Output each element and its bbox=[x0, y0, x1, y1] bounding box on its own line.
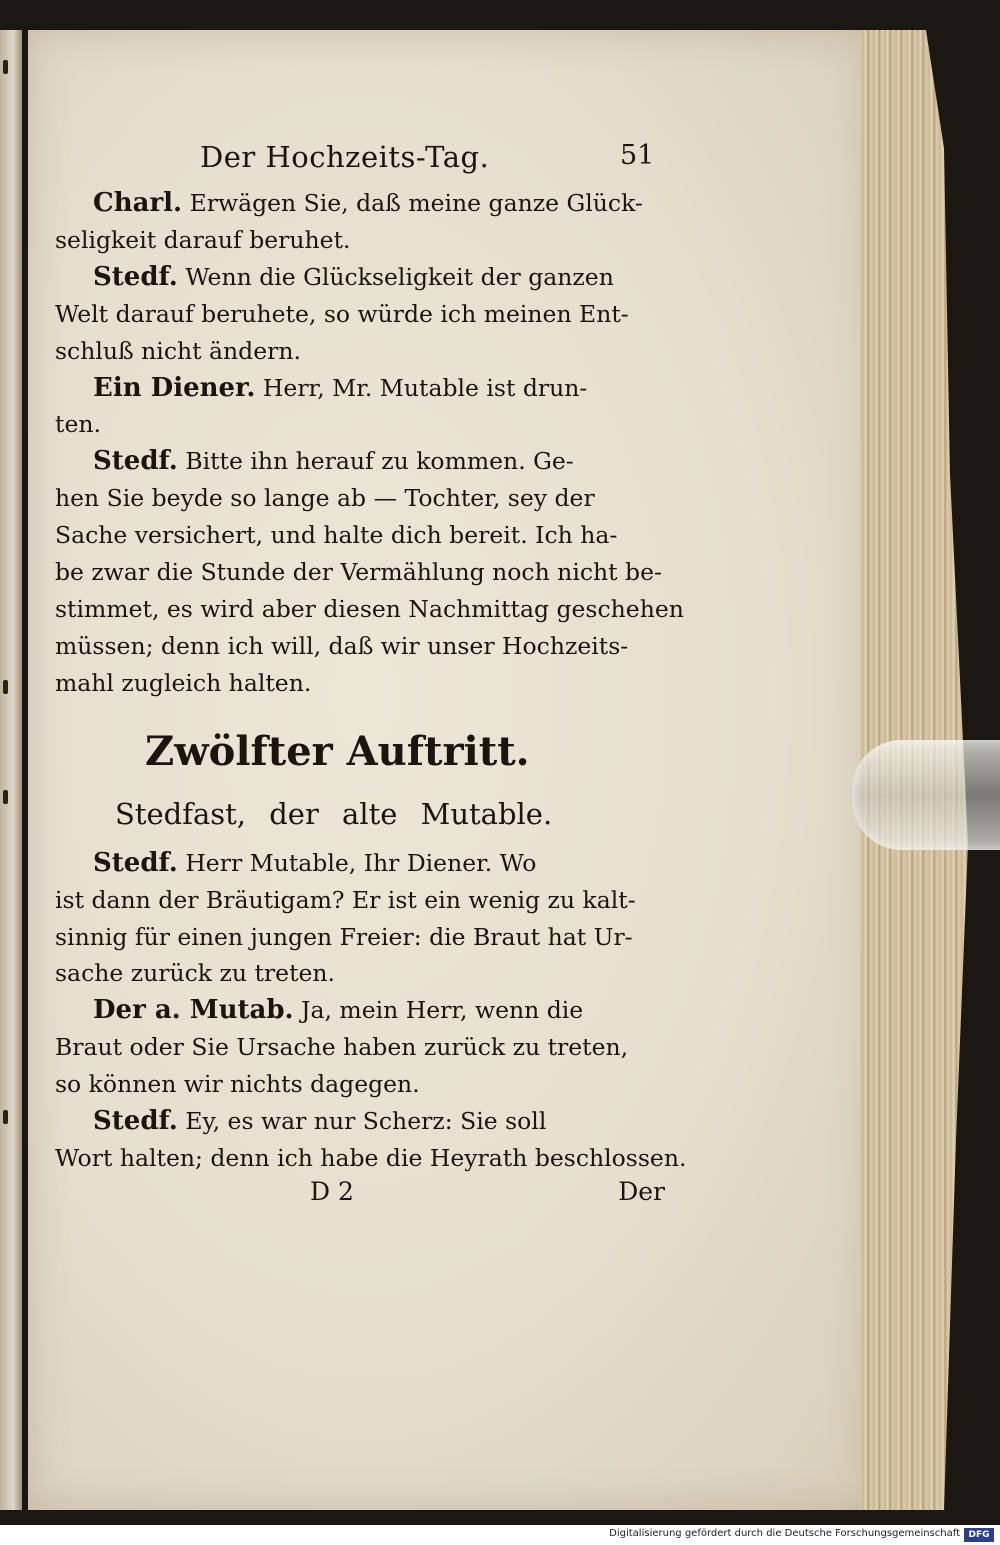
footer-credit: Digitalisierung gefördert durch die Deutsche Forschungsgemeinschaft bbox=[609, 1528, 960, 1539]
previous-page-edge bbox=[0, 30, 22, 1510]
page-number: 51 bbox=[620, 140, 655, 171]
line-text: Welt darauf beruhete, so würde ich meinen Ent- bbox=[55, 299, 629, 328]
dfg-logo: DFG bbox=[964, 1528, 994, 1542]
edge-mark bbox=[3, 1110, 8, 1124]
line-text: be zwar die Stunde der Vermählung noch nicht be- bbox=[55, 558, 662, 587]
page-text bbox=[55, 130, 687, 1214]
text-line bbox=[55, 406, 665, 443]
line-text: ten. bbox=[55, 410, 101, 439]
line-text: schluß nicht ändern. bbox=[55, 336, 301, 365]
line-text: sinnig für einen jungen Freier: die Braut hat Ur- bbox=[55, 922, 633, 951]
text-line bbox=[55, 185, 665, 222]
text-line bbox=[55, 1066, 665, 1103]
line-text: hen Sie beyde so lange ab — Tochter, sey der bbox=[55, 484, 595, 513]
text-line bbox=[55, 992, 665, 1029]
edge-mark bbox=[3, 60, 8, 74]
text-line bbox=[55, 259, 665, 296]
line-text: Wort halten; denn ich habe die Heyrath beschlossen. bbox=[55, 1143, 687, 1172]
text-line bbox=[55, 333, 665, 370]
edge-mark bbox=[3, 790, 8, 804]
text-line bbox=[55, 517, 665, 554]
text-line bbox=[55, 443, 665, 480]
text-line bbox=[55, 554, 665, 591]
line-text: Braut oder Sie Ursache haben zurück zu treten, bbox=[55, 1033, 629, 1062]
line-text: Ey, es war nur Scherz: Sie soll bbox=[185, 1107, 547, 1136]
running-title: Der Hochzeits-Tag. bbox=[200, 140, 490, 174]
signature-mark: D 2 bbox=[310, 1176, 354, 1206]
page-foot bbox=[55, 1177, 665, 1214]
speaker-name: Stedf. bbox=[93, 446, 178, 477]
dialogue-block-2 bbox=[55, 845, 687, 1177]
speaker-name: Stedf. bbox=[93, 847, 178, 878]
line-text: Herr Mutable, Ihr Diener. Wo bbox=[185, 848, 537, 877]
text-line bbox=[55, 919, 665, 956]
line-text: Bitte ihn herauf zu kommen. Ge- bbox=[185, 447, 574, 476]
speaker-name: Der a. Mutab. bbox=[93, 995, 294, 1026]
catchword: Der bbox=[618, 1176, 665, 1206]
line-text: Herr, Mr. Mutable ist drun- bbox=[262, 373, 588, 402]
page-clip bbox=[852, 740, 1000, 850]
speaker-name: Ein Diener. bbox=[93, 372, 256, 403]
text-line bbox=[55, 1140, 687, 1177]
speaker-name: Charl. bbox=[93, 188, 183, 218]
text-line bbox=[55, 955, 665, 992]
line-text: seligkeit darauf beruhet. bbox=[55, 225, 351, 254]
speaker-name: Stedf. bbox=[93, 1106, 178, 1137]
line-text: Ja, mein Herr, wenn die bbox=[301, 996, 584, 1025]
line-text: müssen; denn ich will, daß wir unser Hochzeits- bbox=[55, 631, 629, 660]
text-line bbox=[55, 845, 665, 882]
line-text: Wenn die Glückseligkeit der ganzen bbox=[185, 262, 614, 291]
line-text: so können wir nichts dagegen. bbox=[55, 1070, 420, 1099]
line-text: sache zurück zu treten. bbox=[55, 959, 336, 988]
scene-characters: Stedfast, der alte Mutable. bbox=[115, 796, 553, 831]
speaker-name: Stedf. bbox=[93, 261, 178, 292]
line-text: Sache versichert, und halte dich bereit. Ich ha- bbox=[55, 521, 618, 550]
text-line bbox=[55, 370, 665, 407]
page-header bbox=[55, 130, 665, 185]
line-text: mahl zugleich halten. bbox=[55, 668, 312, 697]
line-text: stimmet, es wird aber diesen Nachmittag geschehen bbox=[55, 594, 684, 623]
line-text: Erwägen Sie, daß meine ganze Glück- bbox=[189, 189, 643, 217]
edge-mark bbox=[3, 680, 8, 694]
text-line bbox=[55, 1029, 665, 1066]
text-line bbox=[55, 480, 665, 517]
scene-heading: Zwölfter Auftritt. bbox=[145, 727, 530, 775]
dialogue-block-1 bbox=[55, 185, 684, 702]
text-line bbox=[55, 628, 665, 665]
text-line bbox=[55, 882, 665, 919]
text-line bbox=[55, 222, 665, 259]
line-text: ist dann der Bräutigam? Er ist ein wenig zu kalt- bbox=[55, 885, 636, 914]
text-line bbox=[55, 591, 684, 628]
text-line bbox=[55, 296, 665, 333]
footer-bar bbox=[0, 1525, 1000, 1545]
text-line bbox=[55, 1103, 665, 1140]
text-line bbox=[55, 665, 665, 702]
